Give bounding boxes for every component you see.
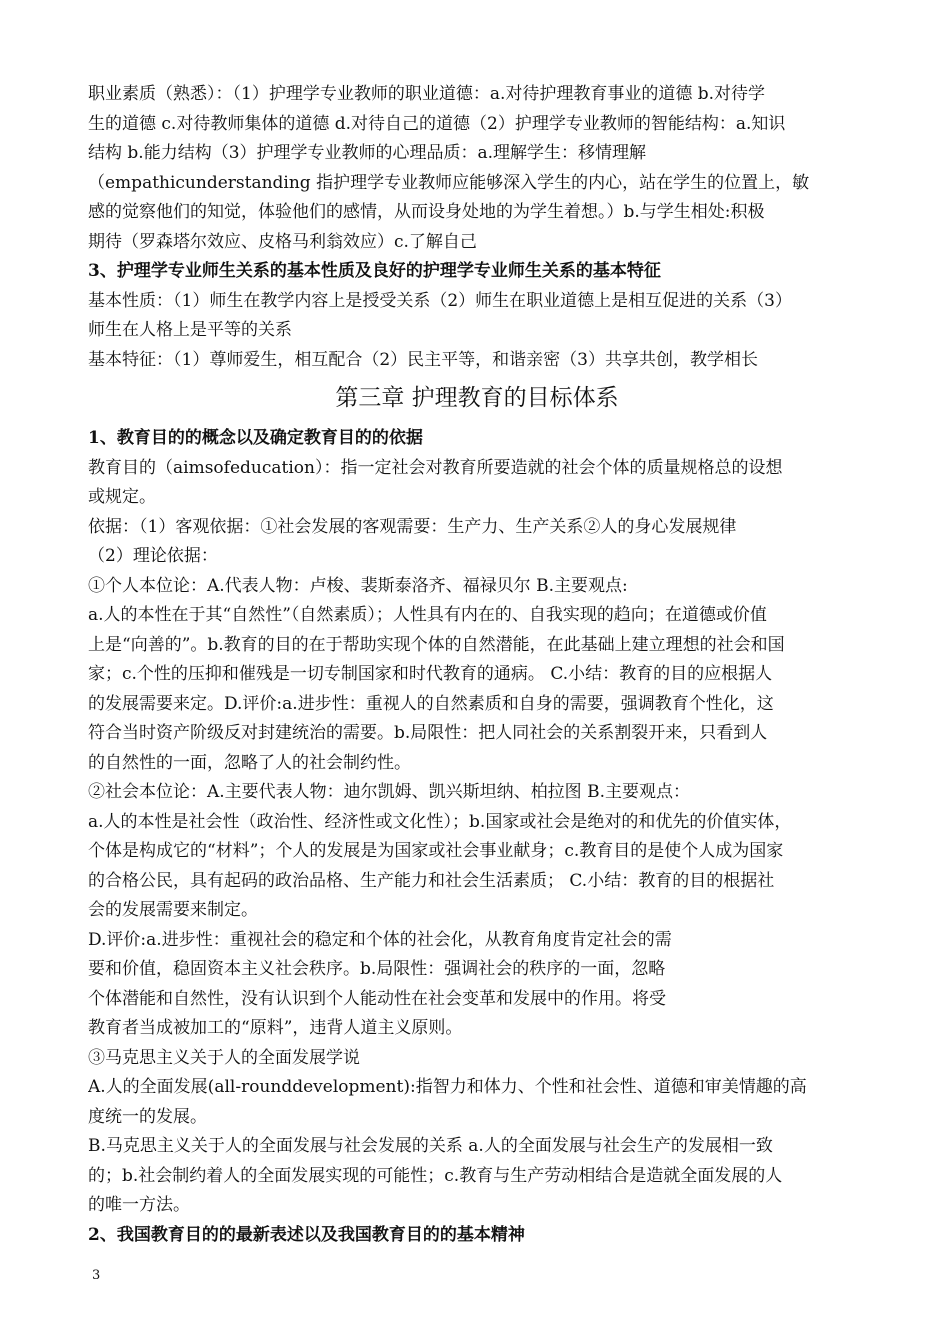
- text-line: 度统一的发展。: [88, 1106, 207, 1127]
- text-line: 或规定。: [88, 487, 156, 507]
- text-line: ②社会本位论：A.主要代表人物：迪尔凯姆、凯兴斯坦纳、柏拉图 B.主要观点：: [88, 782, 690, 802]
- text-line: 结构 b.能力结构（3）护理学专业教师的心理品质：a.理解学生：移情理解: [88, 143, 647, 163]
- text-line: 职业素质（熟悉）：（1）护理学专业教师的职业道德：a.对待护理教育事业的道德 b.对待学: [88, 84, 766, 104]
- chapter-title: 第三章 护理教育的目标体系: [335, 385, 619, 411]
- text-line: 基本特征：（1）尊师爱生，相互配合（2）民主平等，和谐亲密（3）共享共创，教学相长: [88, 349, 758, 370]
- text-line: a.人的本性在于其“自然性”（自然素质）；人性具有内在的、自我实现的趋向；在道德或价值: [88, 605, 767, 625]
- text-line: 个体潜能和自然性，没有认识到个人能动性在社会变革和发展中的作用。将受: [88, 988, 666, 1009]
- text-line: 的唯一方法。: [88, 1195, 190, 1215]
- text-line: （empathicunderstanding 指护理学专业教师应能够深入学生的内心，站在学生的位置上，敏: [88, 172, 810, 193]
- text-line: 要和价值，稳固资本主义社会秩序。b.局限性：强调社会的秩序的一面，忽略: [88, 959, 666, 979]
- text-line: ①个人本位论：A.代表人物：卢梭、裴斯泰洛齐、福禄贝尔 B.主要观点:: [88, 575, 628, 596]
- text-line: 会的发展需要来制定。: [88, 900, 258, 920]
- text-line: （2）理论依据：: [88, 546, 218, 566]
- section-heading: 2、我国教育目的的最新表述以及我国教育目的的基本精神: [88, 1224, 525, 1245]
- section-heading: 3、护理学专业师生关系的基本性质及良好的护理学专业师生关系的基本特征: [88, 261, 661, 281]
- text-line: a.人的本性是社会性（政治性、经济性或文化性）；b.国家或社会是绝对的和优先的价值实体，: [88, 811, 792, 832]
- page-number: 3: [92, 1268, 101, 1283]
- text-line: 感的觉察他们的知觉，体验他们的感情，从而设身处地的为学生着想。）b.与学生相处:积极: [88, 202, 765, 222]
- text-line: 家；c.个性的压抑和催残是一切专制国家和时代教育的通病。 C.小结：教育的目的应根据人: [88, 664, 773, 684]
- text-line: 依据：（1）客观依据：①社会发展的客观需要：生产力、生产关系②人的身心发展规律: [88, 516, 737, 537]
- document-body: [88, 80, 866, 1250]
- text-line: 教育目的（aimsofeducation）：指一定社会对教育所要造就的社会个体的质量规格总的设想: [88, 457, 783, 478]
- text-line: D.评价:a.进步性：重视社会的稳定和个体的社会化，从教育角度肯定社会的需: [88, 929, 672, 950]
- text-line: 师生在人格上是平等的关系: [88, 320, 292, 340]
- text-line: 的自然性的一面，忽略了人的社会制约性。: [88, 752, 411, 773]
- document-page: [88, 80, 866, 1250]
- text-line: A.人的全面发展(all-rounddevelopment):指智力和体力、个性和社会性、道德和审美情趣的高: [88, 1077, 807, 1097]
- text-line: 的合格公民，具有起码的政治品格、生产能力和社会生活素质； C.小结：教育的目的根据社: [88, 870, 775, 891]
- text-line: ③马克思主义关于人的全面发展学说: [88, 1047, 360, 1068]
- text-line: 教育者当成被加工的“原料”，违背人道主义原则。: [88, 1018, 463, 1038]
- text-line: 符合当时资产阶级反对封建统治的需要。b.局限性：把人同社会的关系割裂开来，只看到人: [88, 723, 768, 743]
- text-line: 个体是构成它的“材料”；个人的发展是为国家或社会事业献身；c.教育目的是使个人成为国家: [88, 841, 784, 861]
- text-line: 生的道德 c.对待教师集体的道德 d.对待自己的道德（2）护理学专业教师的智能结构：a.知识: [88, 113, 786, 134]
- text-line: 上是“向善的”。b.教育的目的在于帮助实现个体的自然潜能，在此基础上建立理想的社会和国: [88, 634, 785, 655]
- text-line: 的发展需要来定。D.评价:a.进步性：重视人的自然素质和自身的需要，强调教育个性化，这: [88, 693, 774, 714]
- text-line: 期待（罗森塔尔效应、皮格马利翁效应）c.了解自己: [88, 231, 477, 252]
- text-line: 基本性质：（1）师生在教学内容上是授受关系（2）师生在职业道德上是相互促进的关系（3）: [88, 290, 792, 311]
- section-heading: 1、教育目的的概念以及确定教育目的的依据: [88, 428, 423, 448]
- text-line: 的；b.社会制约着人的全面发展实现的可能性；c.教育与生产劳动相结合是造就全面发展的人: [88, 1165, 783, 1186]
- text-line: B.马克思主义关于人的全面发展与社会发展的关系 a.人的全面发展与社会生产的发展相一致: [88, 1136, 773, 1156]
